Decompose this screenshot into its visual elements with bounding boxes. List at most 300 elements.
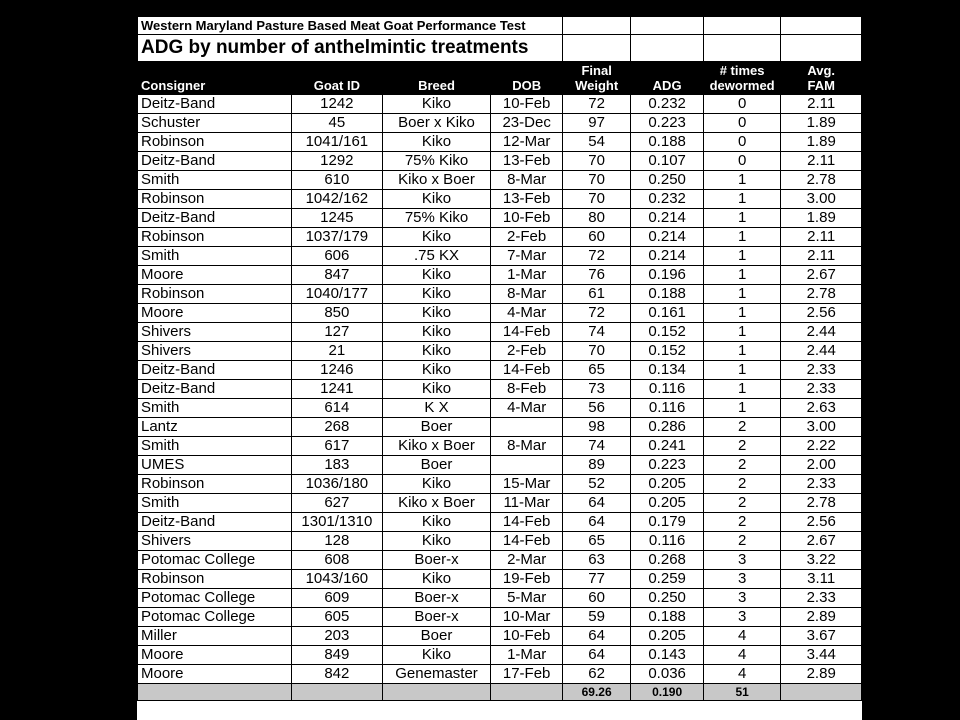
cell-dob: 14-Feb	[491, 361, 563, 380]
cell-dewormed: 1	[703, 399, 781, 418]
cell-final-weight: 73	[562, 380, 630, 399]
cell-fam: 2.78	[781, 171, 862, 190]
cell-adg: 0.223	[631, 114, 703, 133]
cell-final-weight: 65	[562, 532, 630, 551]
cell-dob: 8-Mar	[491, 285, 563, 304]
cell-consigner: Smith	[138, 437, 292, 456]
cell-dob: 2-Mar	[491, 551, 563, 570]
cell-final-weight: 60	[562, 589, 630, 608]
empty-cell	[562, 17, 630, 35]
cell-consigner: Smith	[138, 399, 292, 418]
sheet-subtitle: ADG by number of anthelmintic treatments	[138, 35, 563, 62]
cell-final-weight: 74	[562, 437, 630, 456]
cell-goat-id: 610	[292, 171, 383, 190]
cell-dob: 11-Mar	[491, 494, 563, 513]
cell-final-weight: 64	[562, 494, 630, 513]
cell-dewormed: 2	[703, 532, 781, 551]
header-row	[138, 62, 862, 95]
header-fam-line2: FAM	[807, 78, 835, 93]
cell-breed: Kiko	[382, 190, 491, 209]
cell-dob: 7-Mar	[491, 247, 563, 266]
cell-consigner: Deitz-Band	[138, 380, 292, 399]
cell-fam: 3.00	[781, 190, 862, 209]
cell-goat-id: 45	[292, 114, 383, 133]
cell-breed: Kiko	[382, 228, 491, 247]
header-final-weight-line2: Weight	[575, 78, 619, 93]
cell-breed: Kiko	[382, 570, 491, 589]
cell-adg: 0.161	[631, 304, 703, 323]
cell-goat-id: 1246	[292, 361, 383, 380]
cell-adg: 0.205	[631, 475, 703, 494]
cell-adg: 0.259	[631, 570, 703, 589]
cell-goat-id: 1041/161	[292, 133, 383, 152]
summary-empty-cell	[382, 684, 491, 701]
cell-adg: 0.223	[631, 456, 703, 475]
table-row	[138, 627, 862, 646]
cell-dewormed: 3	[703, 608, 781, 627]
cell-dewormed: 1	[703, 361, 781, 380]
cell-fam: 3.11	[781, 570, 862, 589]
cell-consigner: Moore	[138, 646, 292, 665]
table-row	[138, 285, 862, 304]
cell-breed: Boer-x	[382, 551, 491, 570]
cell-consigner: Shivers	[138, 532, 292, 551]
cell-dob: 13-Feb	[491, 152, 563, 171]
cell-goat-id: 21	[292, 342, 383, 361]
cell-adg: 0.188	[631, 608, 703, 627]
cell-goat-id: 627	[292, 494, 383, 513]
cell-dob: 2-Feb	[491, 228, 563, 247]
cell-adg: 0.214	[631, 247, 703, 266]
cell-dob: 23-Dec	[491, 114, 563, 133]
cell-breed: Boer	[382, 627, 491, 646]
cell-adg: 0.134	[631, 361, 703, 380]
summary-empty-cell	[781, 684, 862, 701]
cell-fam: 2.67	[781, 532, 862, 551]
cell-breed: Boer	[382, 456, 491, 475]
cell-dob: 13-Feb	[491, 190, 563, 209]
table-row	[138, 133, 862, 152]
cell-dob: 8-Mar	[491, 437, 563, 456]
cell-dewormed: 1	[703, 304, 781, 323]
cell-adg: 0.214	[631, 209, 703, 228]
cell-breed: Kiko x Boer	[382, 494, 491, 513]
cell-final-weight: 97	[562, 114, 630, 133]
cell-consigner: Deitz-Band	[138, 95, 292, 114]
cell-goat-id: 203	[292, 627, 383, 646]
empty-cell	[631, 35, 703, 62]
cell-dob: 4-Mar	[491, 399, 563, 418]
table-row	[138, 532, 862, 551]
table-row	[138, 513, 862, 532]
cell-breed: Kiko	[382, 95, 491, 114]
empty-cell	[562, 35, 630, 62]
cell-goat-id: 614	[292, 399, 383, 418]
cell-breed: Kiko	[382, 304, 491, 323]
cell-final-weight: 52	[562, 475, 630, 494]
cell-final-weight: 62	[562, 665, 630, 684]
cell-goat-id: 128	[292, 532, 383, 551]
cell-breed: Boer-x	[382, 589, 491, 608]
cell-goat-id: 849	[292, 646, 383, 665]
cell-dewormed: 2	[703, 418, 781, 437]
cell-goat-id: 847	[292, 266, 383, 285]
cell-fam: 1.89	[781, 209, 862, 228]
cell-final-weight: 74	[562, 323, 630, 342]
cell-final-weight: 70	[562, 342, 630, 361]
cell-goat-id: 1040/177	[292, 285, 383, 304]
cell-goat-id: 1043/160	[292, 570, 383, 589]
cell-goat-id: 1301/1310	[292, 513, 383, 532]
cell-goat-id: 1242	[292, 95, 383, 114]
table-row	[138, 152, 862, 171]
cell-fam: 2.67	[781, 266, 862, 285]
cell-dob: 8-Feb	[491, 380, 563, 399]
cell-goat-id: 605	[292, 608, 383, 627]
cell-dob: 10-Mar	[491, 608, 563, 627]
cell-consigner: Smith	[138, 247, 292, 266]
cell-consigner: Deitz-Band	[138, 361, 292, 380]
cell-final-weight: 72	[562, 304, 630, 323]
cell-dewormed: 2	[703, 513, 781, 532]
cell-fam: 2.89	[781, 665, 862, 684]
cell-breed: Kiko	[382, 513, 491, 532]
cell-adg: 0.205	[631, 494, 703, 513]
cell-dewormed: 1	[703, 171, 781, 190]
cell-dewormed: 2	[703, 475, 781, 494]
cell-fam: 1.89	[781, 133, 862, 152]
cell-dewormed: 0	[703, 95, 781, 114]
table-row	[138, 190, 862, 209]
table-row	[138, 114, 862, 133]
cell-breed: Kiko	[382, 380, 491, 399]
table-row	[138, 380, 862, 399]
cell-final-weight: 70	[562, 190, 630, 209]
cell-final-weight: 64	[562, 627, 630, 646]
cell-breed: Kiko x Boer	[382, 437, 491, 456]
table-row	[138, 551, 862, 570]
table-row	[138, 456, 862, 475]
table-row	[138, 437, 862, 456]
header-fam	[781, 62, 862, 95]
cell-final-weight: 76	[562, 266, 630, 285]
header-breed: Breed	[382, 62, 491, 95]
cell-breed: Kiko	[382, 646, 491, 665]
cell-fam: 2.11	[781, 152, 862, 171]
cell-dewormed: 1	[703, 228, 781, 247]
goat-performance-table	[137, 16, 862, 701]
cell-fam: 1.89	[781, 114, 862, 133]
table-row	[138, 646, 862, 665]
cell-fam: 3.44	[781, 646, 862, 665]
table-row	[138, 228, 862, 247]
empty-cell	[781, 17, 862, 35]
header-final-weight-line1: Final	[581, 63, 612, 78]
cell-final-weight: 59	[562, 608, 630, 627]
cell-fam: 3.22	[781, 551, 862, 570]
header-dewormed	[703, 62, 781, 95]
cell-consigner: Robinson	[138, 475, 292, 494]
cell-fam: 2.78	[781, 494, 862, 513]
cell-dewormed: 3	[703, 551, 781, 570]
cell-consigner: Robinson	[138, 285, 292, 304]
cell-final-weight: 64	[562, 646, 630, 665]
cell-fam: 2.33	[781, 589, 862, 608]
cell-dob: 1-Mar	[491, 646, 563, 665]
header-consigner: Consigner	[138, 62, 292, 95]
cell-breed: Kiko	[382, 266, 491, 285]
header-adg: ADG	[631, 62, 703, 95]
cell-breed: Kiko	[382, 361, 491, 380]
cell-goat-id: 617	[292, 437, 383, 456]
cell-final-weight: 61	[562, 285, 630, 304]
cell-fam: 2.78	[781, 285, 862, 304]
cell-final-weight: 54	[562, 133, 630, 152]
cell-fam: 3.67	[781, 627, 862, 646]
cell-consigner: Robinson	[138, 228, 292, 247]
cell-dob: 15-Mar	[491, 475, 563, 494]
cell-consigner: Potomac College	[138, 589, 292, 608]
cell-fam: 2.22	[781, 437, 862, 456]
summary-adg: 0.190	[631, 684, 703, 701]
cell-dob: 5-Mar	[491, 589, 563, 608]
cell-consigner: Moore	[138, 266, 292, 285]
cell-dewormed: 4	[703, 665, 781, 684]
empty-cell	[781, 35, 862, 62]
cell-breed: Boer-x	[382, 608, 491, 627]
table-row	[138, 665, 862, 684]
cell-consigner: Deitz-Band	[138, 209, 292, 228]
table-row	[138, 95, 862, 114]
cell-fam: 2.56	[781, 513, 862, 532]
empty-cell	[631, 17, 703, 35]
cell-dob: 17-Feb	[491, 665, 563, 684]
cell-breed: Kiko x Boer	[382, 171, 491, 190]
cell-adg: 0.286	[631, 418, 703, 437]
cell-dewormed: 0	[703, 114, 781, 133]
cell-adg: 0.250	[631, 171, 703, 190]
header-dob: DOB	[491, 62, 563, 95]
table-row	[138, 608, 862, 627]
cell-goat-id: 183	[292, 456, 383, 475]
cell-adg: 0.232	[631, 95, 703, 114]
header-fam-line1: Avg.	[807, 63, 836, 78]
cell-final-weight: 72	[562, 95, 630, 114]
cell-fam: 2.11	[781, 95, 862, 114]
cell-goat-id: 608	[292, 551, 383, 570]
cell-dewormed: 1	[703, 209, 781, 228]
table-row	[138, 361, 862, 380]
cell-dewormed: 4	[703, 627, 781, 646]
cell-fam: 2.44	[781, 323, 862, 342]
cell-consigner: Robinson	[138, 190, 292, 209]
cell-goat-id: 609	[292, 589, 383, 608]
cell-dob: 10-Feb	[491, 95, 563, 114]
table-row	[138, 304, 862, 323]
cell-final-weight: 72	[562, 247, 630, 266]
cell-final-weight: 63	[562, 551, 630, 570]
cell-breed: 75% Kiko	[382, 209, 491, 228]
cell-dob: 14-Feb	[491, 513, 563, 532]
cell-final-weight: 65	[562, 361, 630, 380]
cell-consigner: Moore	[138, 304, 292, 323]
cell-adg: 0.250	[631, 589, 703, 608]
cell-final-weight: 60	[562, 228, 630, 247]
cell-consigner: Schuster	[138, 114, 292, 133]
cell-consigner: Shivers	[138, 323, 292, 342]
cell-final-weight: 80	[562, 209, 630, 228]
sheet-title: Western Maryland Pasture Based Meat Goat Performance Test	[138, 17, 563, 35]
cell-adg: 0.214	[631, 228, 703, 247]
cell-breed: K X	[382, 399, 491, 418]
empty-cell	[703, 17, 781, 35]
summary-final-weight: 69.26	[562, 684, 630, 701]
summary-empty-cell	[491, 684, 563, 701]
cell-adg: 0.188	[631, 285, 703, 304]
cell-breed: Genemaster	[382, 665, 491, 684]
cell-goat-id: 1245	[292, 209, 383, 228]
cell-consigner: Potomac College	[138, 551, 292, 570]
cell-goat-id: 1037/179	[292, 228, 383, 247]
cell-fam: 2.89	[781, 608, 862, 627]
cell-breed: Kiko	[382, 342, 491, 361]
cell-final-weight: 98	[562, 418, 630, 437]
cell-dob	[491, 418, 563, 437]
cell-dob: 2-Feb	[491, 342, 563, 361]
cell-dewormed: 3	[703, 570, 781, 589]
cell-adg: 0.196	[631, 266, 703, 285]
empty-cell	[703, 35, 781, 62]
cell-goat-id: 850	[292, 304, 383, 323]
summary-empty-cell	[138, 684, 292, 701]
table-row	[138, 266, 862, 285]
table-row	[138, 494, 862, 513]
cell-dob: 12-Mar	[491, 133, 563, 152]
cell-final-weight: 89	[562, 456, 630, 475]
cell-dewormed: 1	[703, 247, 781, 266]
cell-breed: Boer	[382, 418, 491, 437]
cell-breed: Kiko	[382, 133, 491, 152]
cell-adg: 0.116	[631, 380, 703, 399]
summary-row	[138, 684, 862, 701]
cell-dewormed: 4	[703, 646, 781, 665]
cell-consigner: Smith	[138, 171, 292, 190]
cell-adg: 0.188	[631, 133, 703, 152]
cell-goat-id: 1042/162	[292, 190, 383, 209]
cell-fam: 2.44	[781, 342, 862, 361]
cell-adg: 0.116	[631, 532, 703, 551]
cell-adg: 0.116	[631, 399, 703, 418]
summary-dewormed: 51	[703, 684, 781, 701]
cell-breed: 75% Kiko	[382, 152, 491, 171]
cell-dewormed: 0	[703, 133, 781, 152]
cell-dewormed: 2	[703, 456, 781, 475]
table-row	[138, 247, 862, 266]
cell-dewormed: 0	[703, 152, 781, 171]
cell-dob: 19-Feb	[491, 570, 563, 589]
cell-breed: Kiko	[382, 475, 491, 494]
header-dewormed-line1: # times	[719, 63, 765, 78]
cell-dob: 8-Mar	[491, 171, 563, 190]
cell-dewormed: 2	[703, 437, 781, 456]
cell-fam: 2.63	[781, 399, 862, 418]
cell-adg: 0.152	[631, 323, 703, 342]
header-goat-id: Goat ID	[292, 62, 383, 95]
table-row	[138, 342, 862, 361]
cell-fam: 2.11	[781, 247, 862, 266]
cell-fam: 2.56	[781, 304, 862, 323]
cell-final-weight: 77	[562, 570, 630, 589]
cell-consigner: Robinson	[138, 133, 292, 152]
cell-goat-id: 127	[292, 323, 383, 342]
cell-dob: 4-Mar	[491, 304, 563, 323]
cell-consigner: UMES	[138, 456, 292, 475]
cell-dewormed: 3	[703, 589, 781, 608]
cell-dewormed: 1	[703, 266, 781, 285]
cell-breed: Boer x Kiko	[382, 114, 491, 133]
cell-breed: Kiko	[382, 285, 491, 304]
table-row	[138, 209, 862, 228]
cell-consigner: Smith	[138, 494, 292, 513]
cell-dob	[491, 456, 563, 475]
cell-consigner: Moore	[138, 665, 292, 684]
table-row	[138, 399, 862, 418]
table-row	[138, 570, 862, 589]
table-row	[138, 475, 862, 494]
cell-adg: 0.143	[631, 646, 703, 665]
cell-adg: 0.152	[631, 342, 703, 361]
cell-final-weight: 56	[562, 399, 630, 418]
cell-dob: 1-Mar	[491, 266, 563, 285]
cell-dewormed: 1	[703, 342, 781, 361]
cell-consigner: Lantz	[138, 418, 292, 437]
cell-adg: 0.179	[631, 513, 703, 532]
cell-goat-id: 1241	[292, 380, 383, 399]
cell-consigner: Deitz-Band	[138, 513, 292, 532]
header-dewormed-line2: dewormed	[709, 78, 775, 93]
cell-final-weight: 64	[562, 513, 630, 532]
cell-dewormed: 1	[703, 285, 781, 304]
cell-consigner: Miller	[138, 627, 292, 646]
cell-dewormed: 1	[703, 323, 781, 342]
spreadsheet	[137, 16, 862, 720]
cell-dewormed: 1	[703, 380, 781, 399]
cell-consigner: Robinson	[138, 570, 292, 589]
cell-adg: 0.205	[631, 627, 703, 646]
header-final-weight	[562, 62, 630, 95]
cell-adg: 0.036	[631, 665, 703, 684]
table-row	[138, 589, 862, 608]
table-row	[138, 323, 862, 342]
cell-dewormed: 1	[703, 190, 781, 209]
summary-empty-cell	[292, 684, 383, 701]
cell-goat-id: 268	[292, 418, 383, 437]
cell-consigner: Shivers	[138, 342, 292, 361]
cell-goat-id: 842	[292, 665, 383, 684]
cell-consigner: Potomac College	[138, 608, 292, 627]
cell-fam: 2.00	[781, 456, 862, 475]
cell-fam: 2.33	[781, 361, 862, 380]
table-row	[138, 418, 862, 437]
cell-final-weight: 70	[562, 152, 630, 171]
cell-final-weight: 70	[562, 171, 630, 190]
cell-fam: 2.11	[781, 228, 862, 247]
cell-fam: 2.33	[781, 475, 862, 494]
cell-dob: 14-Feb	[491, 532, 563, 551]
table-row	[138, 171, 862, 190]
cell-adg: 0.268	[631, 551, 703, 570]
cell-goat-id: 1036/180	[292, 475, 383, 494]
